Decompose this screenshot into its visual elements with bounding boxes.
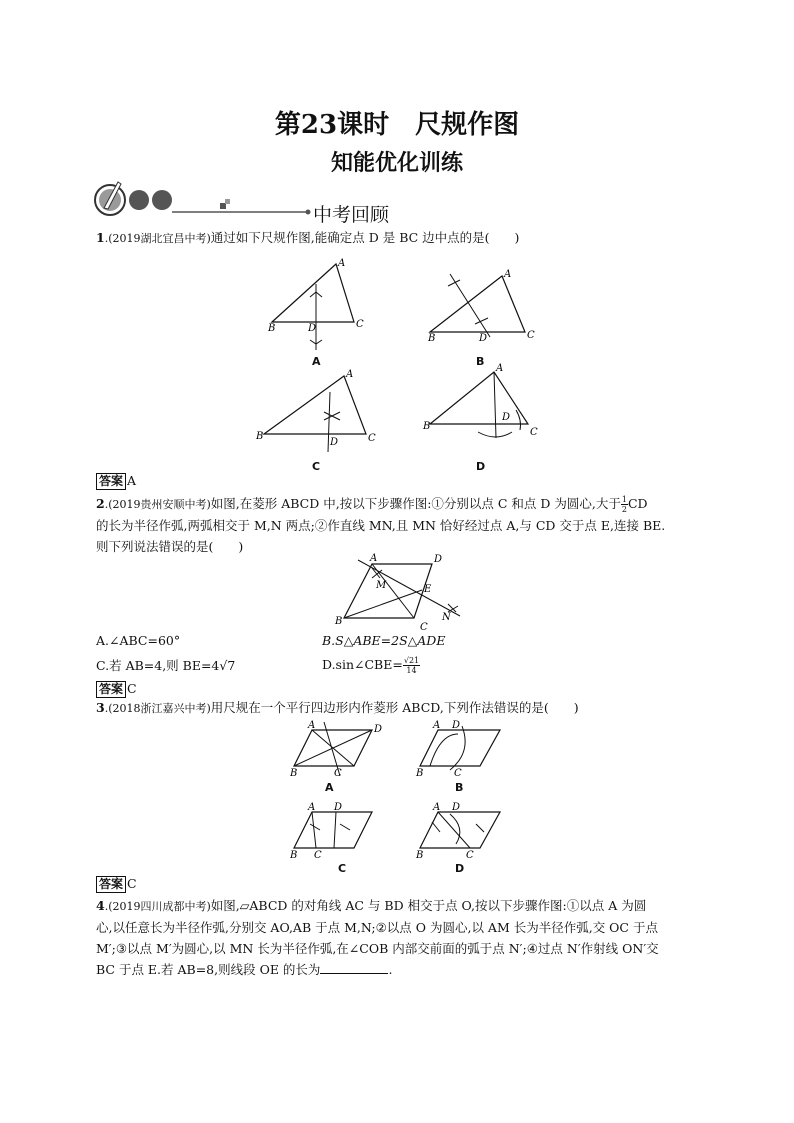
q1-fig-c xyxy=(255,369,376,452)
question-1: 1.(2019湖北宜昌中考)通过如下尺规作图,能确定点 D 是 BC 边中点的是( ) xyxy=(96,230,520,245)
svg-text:D: D xyxy=(330,437,339,448)
svg-text:B: B xyxy=(268,323,276,334)
svg-text:A: A xyxy=(496,363,504,374)
q3-fig-b xyxy=(415,720,500,779)
q2-option-c: C.若 AB=4,则 BE=4√7 xyxy=(96,658,236,673)
question-4: 4.(2019四川成都中考)如图,▱ABCD 的对角线 AC 与 BD 相交于点 O,按以下步骤作图:①以点 A 为圆 心,以任意长为半径作弧,分别交 AO,AB 于点 M,N;②以点 O 为圆心,以 AM 长为半径作弧,交 OC 于点 M′;③以点 M′为圆心,以 MN 长为半径作弧,在∠COB 内部交前面的弧于点 N′;④过点 N′作射线 ON′交 BC 于点 E.若 AB=8,则线段 OE 的长为 . xyxy=(96,898,659,977)
svg-text:D: D xyxy=(374,724,383,735)
question-2: 2.(2019贵州安顺中考)如图,在菱形 ABCD 中,按以下步骤作图:①分别以点 C 和点 D 为圆心,大于 $\frac{1}{2}CD$ 的长为半径作弧,两弧相交于 M,N 两点;②作直线 MN,且 MN 恰好经过点 A,与 CD 交于点 E,连接 BE. 则下列说法错误的是( ) xyxy=(96,495,666,554)
q1-fig-a xyxy=(267,258,364,350)
q2-option-b: B.S△ABE=2S△ADE xyxy=(322,633,446,648)
svg-text:D: D xyxy=(479,333,488,344)
q3-fig-d xyxy=(415,802,500,860)
answer-blank[interactable] xyxy=(320,961,388,974)
q2-option-d: D.sin∠CBE= $\frac{√21}{14}$ xyxy=(322,656,420,675)
svg-text:A: A xyxy=(338,258,346,269)
q3-label-c: C xyxy=(338,862,347,875)
svg-text:E: E xyxy=(424,584,432,595)
svg-text:D: D xyxy=(502,412,511,423)
svg-text:B: B xyxy=(416,850,424,860)
svg-text:C: C xyxy=(466,850,474,860)
svg-text:C: C xyxy=(527,330,535,341)
q3-answer: 答案 C xyxy=(96,873,736,894)
svg-text:C: C xyxy=(530,427,538,438)
question-3: 3.(2018浙江嘉兴中考)用尺规在一个平行四边形内作菱形 ABCD,下列作法错误的是( ) xyxy=(96,700,579,715)
page-subtitle: 知能优化训练 xyxy=(330,150,463,176)
q1-label-c: C xyxy=(312,460,321,473)
svg-text:M: M xyxy=(376,580,387,591)
q1-figures xyxy=(250,252,550,482)
q1-fig-b xyxy=(427,269,535,344)
section-title: 中考回顾 xyxy=(313,204,390,226)
svg-text:B: B xyxy=(256,431,264,442)
q3-fig-c xyxy=(290,802,372,860)
svg-text:C: C xyxy=(420,622,428,630)
svg-text:A: A xyxy=(308,802,316,813)
q3-label-a: A xyxy=(325,781,334,794)
svg-text:C: C xyxy=(368,433,376,444)
svg-text:A: A xyxy=(433,720,441,731)
svg-text:B: B xyxy=(423,421,431,432)
page-title: 第23课时 尺规作图 xyxy=(274,110,520,140)
svg-text:C: C xyxy=(334,768,342,779)
svg-text:C: C xyxy=(356,319,364,330)
svg-text:B: B xyxy=(416,768,424,779)
svg-text:D: D xyxy=(334,802,343,813)
svg-text:D: D xyxy=(308,323,317,334)
q1-label-d: D xyxy=(476,460,486,473)
svg-text:B: B xyxy=(290,850,298,860)
svg-text:B: B xyxy=(290,768,298,779)
svg-text:C: C xyxy=(454,768,462,779)
q3-label-b: B xyxy=(455,781,464,794)
q1-answer: 答案 A xyxy=(96,470,736,491)
q1-label-b: B xyxy=(476,355,485,368)
svg-text:N: N xyxy=(442,612,451,623)
q3-fig-a xyxy=(290,720,382,779)
svg-text:A: A xyxy=(504,269,512,280)
svg-text:D: D xyxy=(452,720,461,731)
svg-text:D: D xyxy=(452,802,461,813)
q2-figure xyxy=(330,550,480,630)
q3-label-d: D xyxy=(455,862,465,875)
svg-text:B: B xyxy=(428,333,436,344)
svg-text:D: D xyxy=(434,554,443,565)
svg-text:A: A xyxy=(370,553,378,564)
q2-answer: 答案 C xyxy=(96,678,736,699)
q1-label-a: A xyxy=(312,355,321,368)
q1-fig-d xyxy=(422,363,538,438)
svg-text:A: A xyxy=(433,802,441,813)
svg-text:B: B xyxy=(335,616,343,627)
svg-text:A: A xyxy=(346,369,354,380)
svg-text:A: A xyxy=(308,720,316,731)
svg-text:C: C xyxy=(314,850,322,860)
q3-figures xyxy=(290,720,510,860)
q2-option-a: A.∠ABC=60° xyxy=(96,633,181,648)
